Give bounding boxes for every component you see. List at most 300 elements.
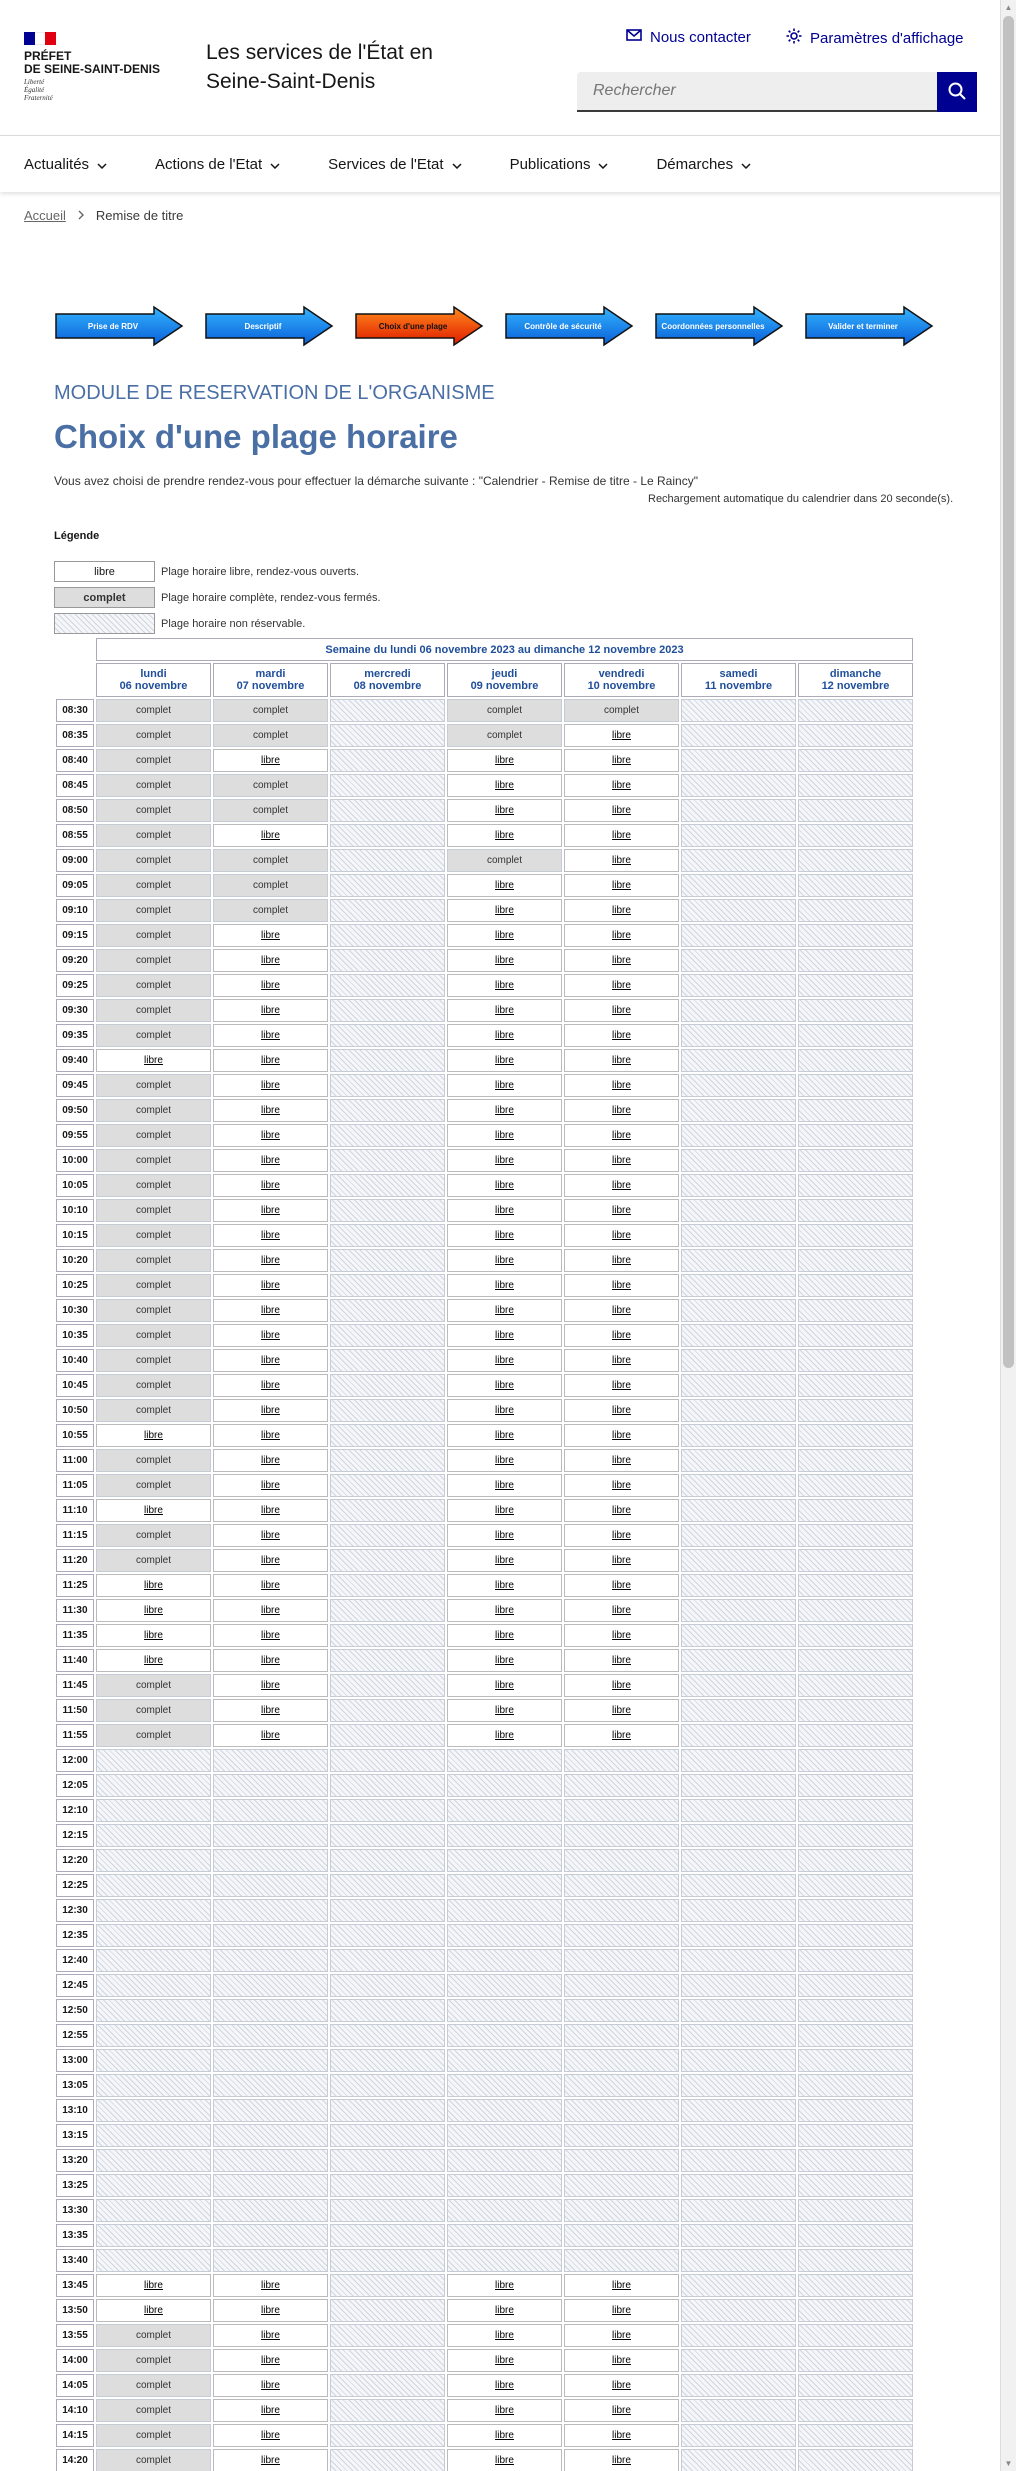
slot-unavailable xyxy=(213,1749,328,1772)
slot-free-link[interactable]: libre xyxy=(261,1280,280,1291)
slot-free-link[interactable]: libre xyxy=(495,2305,514,2316)
slot-free-link[interactable]: libre xyxy=(495,1680,514,1691)
slot-free-link[interactable]: libre xyxy=(612,955,631,966)
slot-free-link[interactable]: libre xyxy=(261,2430,280,2441)
slot-free xyxy=(447,1124,562,1147)
slot-unavailable xyxy=(681,1299,796,1322)
slot-unavailable xyxy=(681,1149,796,1172)
slot-unavailable xyxy=(447,2149,562,2172)
slot-free xyxy=(447,1074,562,1097)
slot-free-link[interactable]: libre xyxy=(612,1605,631,1616)
slot-free-link[interactable]: libre xyxy=(144,1505,163,1516)
slot-time: 08:50 xyxy=(56,799,94,822)
slot-unavailable xyxy=(330,924,445,947)
slot-unavailable xyxy=(681,2249,796,2272)
slot-free-link[interactable]: libre xyxy=(612,1555,631,1566)
table-row xyxy=(56,1949,913,1972)
legend-free-text: Plage horaire libre, rendez-vous ouverts. xyxy=(161,565,360,578)
slot-free-link[interactable]: libre xyxy=(612,2280,631,2291)
slot-time: 13:10 xyxy=(56,2099,94,2122)
slot-free xyxy=(213,1274,328,1297)
slot-free-link[interactable]: libre xyxy=(495,905,514,916)
day-name: lundi xyxy=(140,668,167,680)
slot-unavailable xyxy=(681,1599,796,1622)
slot-unavailable xyxy=(330,2049,445,2072)
table-row xyxy=(56,2224,913,2247)
slot-free-link[interactable]: libre xyxy=(261,1155,280,1166)
slot-unavailable xyxy=(681,1374,796,1397)
slot-free-link[interactable]: libre xyxy=(495,1280,514,1291)
slot-free-link[interactable]: libre xyxy=(495,780,514,791)
slot-free-link[interactable]: libre xyxy=(144,1605,163,1616)
slot-free-link[interactable]: libre xyxy=(261,980,280,991)
table-row xyxy=(56,1774,913,1797)
slot-free-link[interactable]: libre xyxy=(261,1305,280,1316)
slot-free-link[interactable]: libre xyxy=(261,2330,280,2341)
slot-full: complet xyxy=(96,1399,211,1422)
slot-free-link[interactable]: libre xyxy=(612,1105,631,1116)
slot-free xyxy=(564,999,679,1022)
slot-free xyxy=(564,1274,679,1297)
slot-free-link[interactable]: libre xyxy=(495,1180,514,1191)
slot-free-link[interactable]: libre xyxy=(261,1080,280,1091)
slot-free-link[interactable]: libre xyxy=(612,2330,631,2341)
slot-free-link[interactable]: libre xyxy=(495,1255,514,1266)
slot-free-link[interactable]: libre xyxy=(261,1230,280,1241)
slot-unavailable xyxy=(96,1774,211,1797)
slot-free-link[interactable]: libre xyxy=(612,2430,631,2441)
slot-free-link[interactable]: libre xyxy=(612,805,631,816)
slot-unavailable xyxy=(330,2274,445,2297)
slot-free-link[interactable]: libre xyxy=(495,880,514,891)
slot-free-link[interactable]: libre xyxy=(261,1730,280,1741)
slot-free-link[interactable]: libre xyxy=(495,1530,514,1541)
slot-free xyxy=(564,949,679,972)
slot-full: complet xyxy=(96,2374,211,2397)
slot-free-link[interactable]: libre xyxy=(612,2305,631,2316)
slot-unavailable xyxy=(447,2224,562,2247)
slot-free-link[interactable]: libre xyxy=(495,1655,514,1666)
slot-unavailable xyxy=(330,874,445,897)
slot-free-link[interactable]: libre xyxy=(612,1480,631,1491)
slot-full: complet xyxy=(96,1549,211,1572)
nav-item-actualites[interactable] xyxy=(24,156,107,173)
slot-unavailable xyxy=(213,1999,328,2022)
slot-free-link[interactable]: libre xyxy=(495,2405,514,2416)
table-row xyxy=(56,1099,913,1122)
slot-free xyxy=(447,899,562,922)
slot-unavailable xyxy=(330,849,445,872)
slot-free-link[interactable]: libre xyxy=(612,1530,631,1541)
slot-free-link[interactable]: libre xyxy=(612,1180,631,1191)
slot-free-link[interactable]: libre xyxy=(495,1380,514,1391)
slot-unavailable xyxy=(213,1949,328,1972)
slot-unavailable xyxy=(681,1199,796,1222)
slot-free-link[interactable]: libre xyxy=(495,1405,514,1416)
slot-free xyxy=(447,1724,562,1747)
slot-unavailable xyxy=(564,2049,679,2072)
slot-free-link[interactable]: libre xyxy=(612,930,631,941)
slot-free-link[interactable]: libre xyxy=(612,880,631,891)
slot-free-link[interactable]: libre xyxy=(261,1655,280,1666)
slot-free-link[interactable]: libre xyxy=(612,755,631,766)
slot-free-link[interactable]: libre xyxy=(612,780,631,791)
slot-unavailable xyxy=(447,2049,562,2072)
slot-free-link[interactable]: libre xyxy=(144,1055,163,1066)
slot-free-link[interactable]: libre xyxy=(495,1230,514,1241)
slot-free xyxy=(564,1399,679,1422)
slot-free xyxy=(564,2349,679,2372)
slot-time: 09:30 xyxy=(56,999,94,1022)
slot-unavailable xyxy=(213,2149,328,2172)
slot-free-link[interactable]: libre xyxy=(261,755,280,766)
slot-time: 11:10 xyxy=(56,1499,94,1522)
slot-free-link[interactable]: libre xyxy=(612,1030,631,1041)
slot-free-link[interactable]: libre xyxy=(495,2330,514,2341)
slot-free-link[interactable]: libre xyxy=(612,1155,631,1166)
slot-free-link[interactable]: libre xyxy=(495,1105,514,1116)
slot-unavailable xyxy=(798,774,913,797)
slot-free-link[interactable]: libre xyxy=(495,1130,514,1141)
contact-link[interactable] xyxy=(626,28,751,46)
slot-free-link[interactable]: libre xyxy=(144,1580,163,1591)
slot-free xyxy=(564,1074,679,1097)
slot-free-link[interactable]: libre xyxy=(495,2455,514,2466)
slot-free-link[interactable]: libre xyxy=(612,1205,631,1216)
slot-free-link[interactable]: libre xyxy=(261,1580,280,1591)
slot-free-link[interactable]: libre xyxy=(495,1730,514,1741)
nav-item-demarches[interactable] xyxy=(656,156,751,173)
page-scrollbar[interactable] xyxy=(1000,0,1016,2471)
slot-free-link[interactable]: libre xyxy=(261,1380,280,1391)
slot-free-link[interactable]: libre xyxy=(261,2405,280,2416)
scrollbar-thumb[interactable] xyxy=(1003,16,1014,1368)
table-row xyxy=(56,1874,913,1897)
slot-free-link[interactable]: libre xyxy=(612,1455,631,1466)
slot-unavailable xyxy=(330,899,445,922)
slot-free-link[interactable]: libre xyxy=(612,1630,631,1641)
slot-free-link[interactable]: libre xyxy=(144,2280,163,2291)
table-row xyxy=(56,849,913,872)
slot-unavailable xyxy=(681,1724,796,1747)
slot-free-link[interactable]: libre xyxy=(495,1705,514,1716)
slot-free-link[interactable]: libre xyxy=(495,1580,514,1591)
scroll-down-icon[interactable]: ▼ xyxy=(1004,2459,1013,2468)
slot-free-link[interactable]: libre xyxy=(144,1630,163,1641)
slot-unavailable xyxy=(213,2099,328,2122)
slot-unavailable xyxy=(798,1599,913,1622)
slot-free-link[interactable]: libre xyxy=(612,1330,631,1341)
slot-free-link[interactable]: libre xyxy=(144,2305,163,2316)
slot-free-link[interactable]: libre xyxy=(261,2380,280,2391)
slot-free-link[interactable]: libre xyxy=(261,2305,280,2316)
slot-free-link[interactable]: libre xyxy=(144,1430,163,1441)
slot-free-link[interactable]: libre xyxy=(261,1680,280,1691)
slot-free-link[interactable]: libre xyxy=(495,2380,514,2391)
slot-free-link[interactable]: libre xyxy=(495,2280,514,2291)
slot-unavailable xyxy=(564,1799,679,1822)
slot-unavailable xyxy=(681,824,796,847)
day-header xyxy=(96,663,211,697)
slot-free-link[interactable]: libre xyxy=(495,1305,514,1316)
slot-free-link[interactable]: libre xyxy=(261,1430,280,1441)
slot-time: 08:30 xyxy=(56,699,94,722)
slot-free xyxy=(447,949,562,972)
slot-free-link[interactable]: libre xyxy=(495,955,514,966)
slot-free-link[interactable]: libre xyxy=(495,755,514,766)
table-row xyxy=(56,2324,913,2347)
slot-unavailable xyxy=(681,1124,796,1147)
slot-free-link[interactable]: libre xyxy=(612,1355,631,1366)
slot-free-link[interactable]: libre xyxy=(495,1605,514,1616)
slot-free-link[interactable]: libre xyxy=(261,1030,280,1041)
slot-free xyxy=(447,1524,562,1547)
slot-free-link[interactable]: libre xyxy=(612,1580,631,1591)
slot-free-link[interactable]: libre xyxy=(261,2355,280,2366)
slot-unavailable xyxy=(96,2149,211,2172)
slot-free-link[interactable]: libre xyxy=(612,730,631,741)
slot-full: complet xyxy=(96,1699,211,1722)
slot-unavailable xyxy=(798,2299,913,2322)
nav-item-publications[interactable] xyxy=(510,156,609,173)
day-header xyxy=(798,663,913,697)
slot-unavailable xyxy=(330,749,445,772)
slot-free xyxy=(213,1099,328,1122)
slot-free-link[interactable]: libre xyxy=(495,1630,514,1641)
slot-time: 12:30 xyxy=(56,1899,94,1922)
slot-free-link[interactable]: libre xyxy=(261,1105,280,1116)
table-row xyxy=(56,924,913,947)
slot-unavailable xyxy=(798,1174,913,1197)
slot-unavailable xyxy=(798,1974,913,1997)
slot-free-link[interactable]: libre xyxy=(261,955,280,966)
slot-free xyxy=(564,1299,679,1322)
slot-free-link[interactable]: libre xyxy=(612,855,631,866)
slot-unavailable xyxy=(681,974,796,997)
table-row xyxy=(56,1474,913,1497)
slot-free xyxy=(564,2299,679,2322)
slot-unavailable xyxy=(681,2199,796,2222)
table-row xyxy=(56,1924,913,1947)
slot-free-link[interactable]: libre xyxy=(261,1530,280,1541)
slot-free-link[interactable]: libre xyxy=(612,1655,631,1666)
slot-free-link[interactable]: libre xyxy=(261,1505,280,1516)
slot-free-link[interactable]: libre xyxy=(612,1280,631,1291)
slot-unavailable xyxy=(681,1624,796,1647)
slot-time: 11:50 xyxy=(56,1699,94,1722)
slot-free-link[interactable]: libre xyxy=(612,1730,631,1741)
slot-free-link[interactable]: libre xyxy=(144,1655,163,1666)
table-row xyxy=(56,1349,913,1372)
slot-free-link[interactable]: libre xyxy=(612,980,631,991)
slot-unavailable xyxy=(564,2199,679,2222)
table-row xyxy=(56,2299,913,2322)
slot-free-link[interactable]: libre xyxy=(495,1330,514,1341)
slot-free-link[interactable]: libre xyxy=(261,1355,280,1366)
slot-full: complet xyxy=(96,2349,211,2372)
slot-unavailable xyxy=(798,2174,913,2197)
slot-free xyxy=(213,1424,328,1447)
slot-free-link[interactable]: libre xyxy=(495,2355,514,2366)
slot-unavailable xyxy=(681,724,796,747)
slot-free-link[interactable]: libre xyxy=(612,905,631,916)
slot-free-link[interactable]: libre xyxy=(612,830,631,841)
slot-unavailable xyxy=(798,1374,913,1397)
table-row xyxy=(56,1224,913,1247)
table-row xyxy=(56,1049,913,1072)
slot-unavailable xyxy=(798,1749,913,1772)
slot-free-link[interactable]: libre xyxy=(261,1180,280,1191)
slot-unavailable xyxy=(798,1399,913,1422)
slot-free-link[interactable]: libre xyxy=(261,1205,280,1216)
slot-free-link[interactable]: libre xyxy=(495,1480,514,1491)
table-row xyxy=(56,2349,913,2372)
slot-free-link[interactable]: libre xyxy=(261,1405,280,1416)
slot-free-link[interactable]: libre xyxy=(495,1030,514,1041)
slot-free-link[interactable]: libre xyxy=(612,1680,631,1691)
slot-free-link[interactable]: libre xyxy=(495,980,514,991)
slot-free-link[interactable]: libre xyxy=(261,1480,280,1491)
slot-unavailable xyxy=(330,1574,445,1597)
slot-unavailable xyxy=(798,1474,913,1497)
slot-free-link[interactable]: libre xyxy=(495,1430,514,1441)
slot-free-link[interactable]: libre xyxy=(495,1205,514,1216)
slot-unavailable xyxy=(330,1424,445,1447)
slot-free xyxy=(96,1599,211,1622)
slot-free xyxy=(213,999,328,1022)
slot-unavailable xyxy=(681,1324,796,1347)
table-row xyxy=(56,1274,913,1297)
slot-unavailable xyxy=(447,1774,562,1797)
slot-free-link[interactable]: libre xyxy=(495,1355,514,1366)
slot-unavailable xyxy=(330,1799,445,1822)
slot-free-link[interactable]: libre xyxy=(495,2430,514,2441)
slot-unavailable xyxy=(798,924,913,947)
slot-free-link[interactable]: libre xyxy=(612,1055,631,1066)
slot-free-link[interactable]: libre xyxy=(495,1005,514,1016)
slot-unavailable xyxy=(330,1949,445,1972)
table-row xyxy=(56,1974,913,1997)
slot-free-link[interactable]: libre xyxy=(612,1305,631,1316)
module-title: MODULE DE RESERVATION DE L'ORGANISME xyxy=(54,382,495,404)
table-row xyxy=(56,774,913,797)
slot-free-link[interactable]: libre xyxy=(612,1230,631,1241)
table-row xyxy=(56,1424,913,1447)
slot-free-link[interactable]: libre xyxy=(261,1705,280,1716)
slot-free-link[interactable]: libre xyxy=(495,930,514,941)
slot-free-link[interactable]: libre xyxy=(612,1405,631,1416)
slot-free-link[interactable]: libre xyxy=(261,1605,280,1616)
slot-free-link[interactable]: libre xyxy=(261,1630,280,1641)
nav-item-services[interactable] xyxy=(328,156,461,173)
slot-unavailable xyxy=(681,2424,796,2447)
slot-unavailable xyxy=(798,2274,913,2297)
slot-free-link[interactable]: libre xyxy=(261,1130,280,1141)
slot-unavailable xyxy=(330,2124,445,2147)
slot-free-link[interactable]: libre xyxy=(261,2455,280,2466)
slot-free xyxy=(447,1324,562,1347)
slot-free xyxy=(213,2424,328,2447)
slot-unavailable xyxy=(330,1924,445,1947)
display-settings-link[interactable] xyxy=(786,28,964,48)
slot-time: 10:00 xyxy=(56,1149,94,1172)
slot-free-link[interactable]: libre xyxy=(612,1130,631,1141)
slot-free-link[interactable]: libre xyxy=(612,2405,631,2416)
slot-unavailable xyxy=(330,1449,445,1472)
prefet-logo-text[interactable]: PRÉFET DE SEINE-SAINT-DENIS xyxy=(24,49,161,76)
slot-free-link[interactable]: libre xyxy=(612,1080,631,1091)
slot-unavailable xyxy=(330,1199,445,1222)
legend-free-box: libre xyxy=(54,561,155,582)
slot-free-link[interactable]: libre xyxy=(612,1255,631,1266)
search-input[interactable] xyxy=(577,72,937,112)
legend-na-box xyxy=(54,613,155,634)
slot-free-link[interactable]: libre xyxy=(495,1080,514,1091)
slot-free-link[interactable]: libre xyxy=(495,1155,514,1166)
slot-free-link[interactable]: libre xyxy=(261,1455,280,1466)
slot-unavailable xyxy=(798,2074,913,2097)
slot-free-link[interactable]: libre xyxy=(495,1505,514,1516)
slot-unavailable xyxy=(330,999,445,1022)
slot-free-link[interactable]: libre xyxy=(612,1380,631,1391)
slot-unavailable xyxy=(681,2299,796,2322)
slot-unavailable xyxy=(681,1999,796,2022)
slot-free-link[interactable]: libre xyxy=(261,930,280,941)
table-row xyxy=(56,2424,913,2447)
intro-text: Vous avez choisi de prendre rendez-vous pour effectuer la démarche suivante : "Calendrier - Remise de titre - Le Raincy" xyxy=(54,474,698,488)
slot-time: 11:35 xyxy=(56,1624,94,1647)
slot-free-link[interactable]: libre xyxy=(261,1055,280,1066)
slot-free-link[interactable]: libre xyxy=(612,1705,631,1716)
page-title: Choix d'une plage horaire xyxy=(54,418,458,455)
slot-free-link[interactable]: libre xyxy=(612,1005,631,1016)
day-date: 07 novembre xyxy=(236,680,305,692)
slot-free-link[interactable]: libre xyxy=(495,805,514,816)
scroll-up-icon[interactable]: ▲ xyxy=(1004,3,1013,12)
slot-free-link[interactable]: libre xyxy=(495,830,514,841)
slot-free-link[interactable]: libre xyxy=(261,1330,280,1341)
slot-free-link[interactable]: libre xyxy=(261,1255,280,1266)
slot-free-link[interactable]: libre xyxy=(612,1430,631,1441)
site-title[interactable]: Les services de l'État en Seine-Saint-Denis xyxy=(206,41,433,93)
slot-unavailable xyxy=(330,699,445,722)
slot-free-link[interactable]: libre xyxy=(495,1555,514,1566)
slot-free-link[interactable]: libre xyxy=(612,2355,631,2366)
search-button[interactable] xyxy=(937,72,977,112)
slot-time: 11:25 xyxy=(56,1574,94,1597)
slot-free-link[interactable]: libre xyxy=(612,2380,631,2391)
breadcrumb-home-link[interactable]: Accueil xyxy=(24,208,66,223)
slot-free-link[interactable]: libre xyxy=(612,1505,631,1516)
step-1 xyxy=(54,305,184,347)
step-label: Choix d'une plage xyxy=(378,321,448,331)
day-header xyxy=(564,663,679,697)
slot-free-link[interactable]: libre xyxy=(261,2280,280,2291)
slot-free-link[interactable]: libre xyxy=(261,1555,280,1566)
slot-free-link[interactable]: libre xyxy=(612,2455,631,2466)
slot-time: 09:35 xyxy=(56,1024,94,1047)
slot-free xyxy=(213,1249,328,1272)
slot-free-link[interactable]: libre xyxy=(495,1455,514,1466)
slot-full: complet xyxy=(96,1274,211,1297)
slot-unavailable xyxy=(681,924,796,947)
slot-unavailable xyxy=(447,1899,562,1922)
slot-free-link[interactable]: libre xyxy=(495,1055,514,1066)
slot-free-link[interactable]: libre xyxy=(261,1005,280,1016)
slot-free xyxy=(564,1674,679,1697)
slot-free-link[interactable]: libre xyxy=(261,830,280,841)
nav-item-actions[interactable] xyxy=(155,156,280,173)
